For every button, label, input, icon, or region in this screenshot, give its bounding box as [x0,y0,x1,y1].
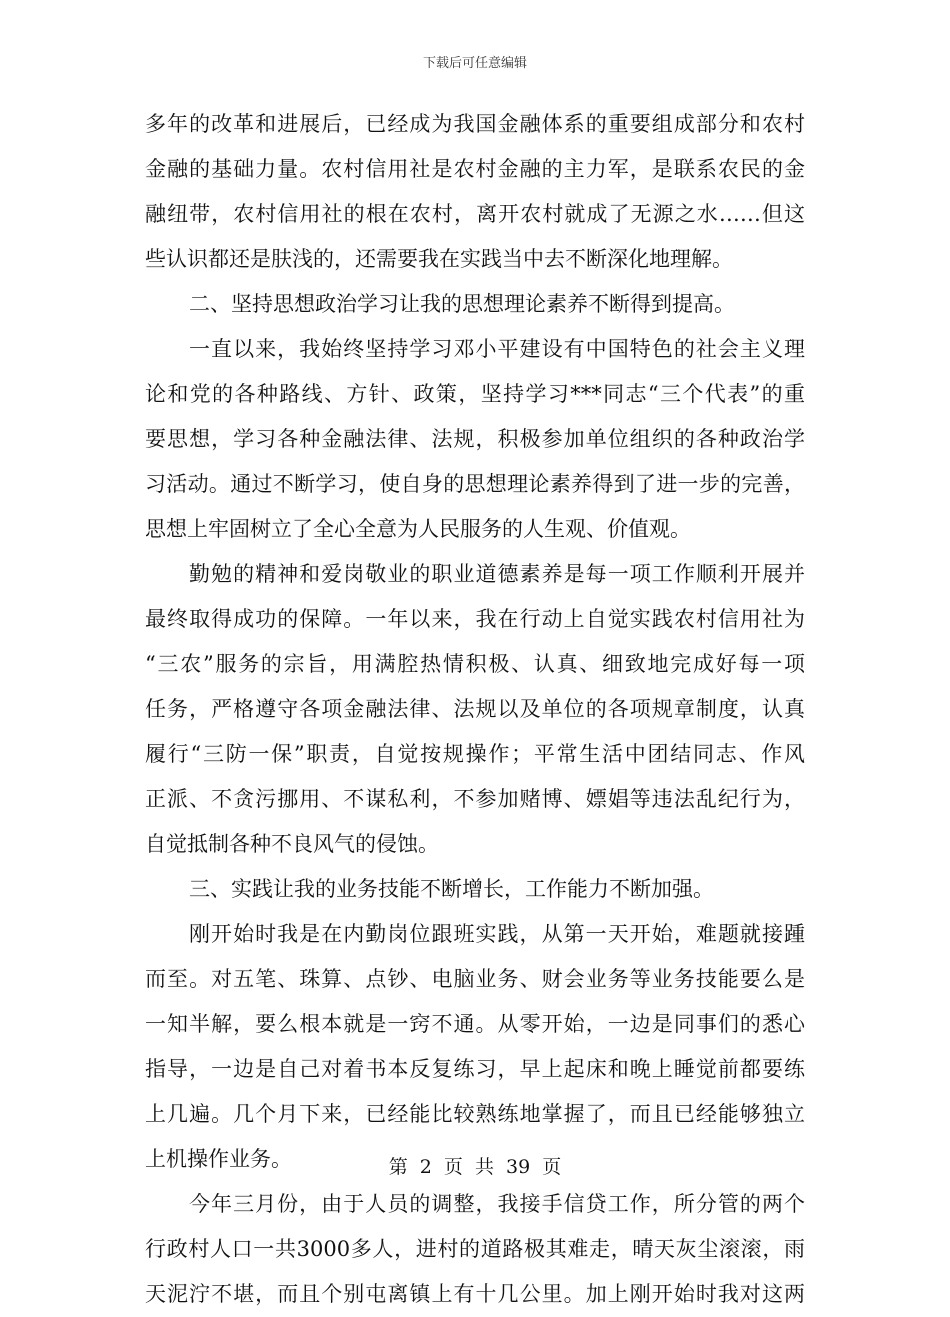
text-line: 二、坚持思想政治学习让我的思想理论素养不断得到提高。 [189,292,735,316]
text-line: 最终取得成功的保障。一年以来，我在行动上自觉实践农村信用社为 [145,607,805,631]
document-body [145,102,805,1317]
text-line: “三农”服务的宗旨，用满腔热情积极、认真、细致地完成好每一项 [145,652,805,676]
text-line: 融纽带，农村信用社的根在农村，离开农村就成了无源之水……但这 [145,202,805,226]
text-line: 一知半解，要么根本就是一窍不通。从零开始，一边是同事们的悉心 [145,1012,805,1036]
text-line: 上机操作业务。 [145,1147,292,1171]
text-line: 思想上牢固树立了全心全意为人民服务的人生观、价值观。 [145,517,691,541]
text-line: 金融的基础力量。农村信用社是农村金融的主力军，是联系农民的金 [145,157,805,181]
text-line: 指导，一边是自己对着书本反复练习，早上起床和晚上睡觉前都要练 [145,1057,805,1081]
text-line: 自觉抵制各种不良风气的侵蚀。 [145,832,439,856]
text-line: 勤勉的精神和爱岗敬业的职业道德素养是每一项工作顺利开展并 [189,562,805,586]
text-line: 多年的改革和进展后，已经成为我国金融体系的重要组成部分和农村 [145,112,805,136]
text-line: 习活动。通过不断学习，使自身的思想理论素养得到了进一步的完善， [145,472,805,496]
text-line: 正派、不贪污挪用、不谋私利，不参加赌博、嫖娼等违法乱纪行为， [145,787,805,811]
text-line: 履行“三防一保”职责，自觉按规操作；平常生活中团结同志、作风 [145,742,805,766]
text-line: 一直以来，我始终坚持学习邓小平建设有中国特色的社会主义理 [189,337,805,361]
text-line: 任务，严格遵守各项金融法律、法规以及单位的各项规章制度，认真 [145,697,805,721]
text-line: 些认识都还是肤浅的，还需要我在实践当中去不断深化地理解。 [145,247,733,271]
page-footer: 第 2 页 共 39 页 [388,1156,562,1178]
text-line: 今年三月份，由于人员的调整，我接手信贷工作，所分管的两个 [189,1192,805,1216]
text-line: 要思想，学习各种金融法律、法规，积极参加单位组织的各种政治学 [145,427,805,451]
text-line: 行政村人口一共3000多人，进村的道路极其难走，晴天灰尘滚滚，雨 [145,1237,805,1261]
text-line: 论和党的各种路线、方针、政策，坚持学习***同志“三个代表”的重 [145,382,805,406]
text-line: 而至。对五笔、珠算、点钞、电脑业务、财会业务等业务技能要么是 [145,967,805,991]
text-line: 上几遍。几个月下来，已经能比较熟练地掌握了，而且已经能够独立 [145,1102,805,1126]
text-line: 刚开始时我是在内勤岗位跟班实践，从第一天开始，难题就接踵 [189,922,805,946]
text-line: 天泥泞不堪，而且个别屯离镇上有十几公里。加上刚开始时我对这两 [145,1282,805,1306]
page-header-note: 下载后可任意编辑 [422,56,527,71]
text-line: 三、实践让我的业务技能不断增长，工作能力不断加强。 [189,877,714,901]
